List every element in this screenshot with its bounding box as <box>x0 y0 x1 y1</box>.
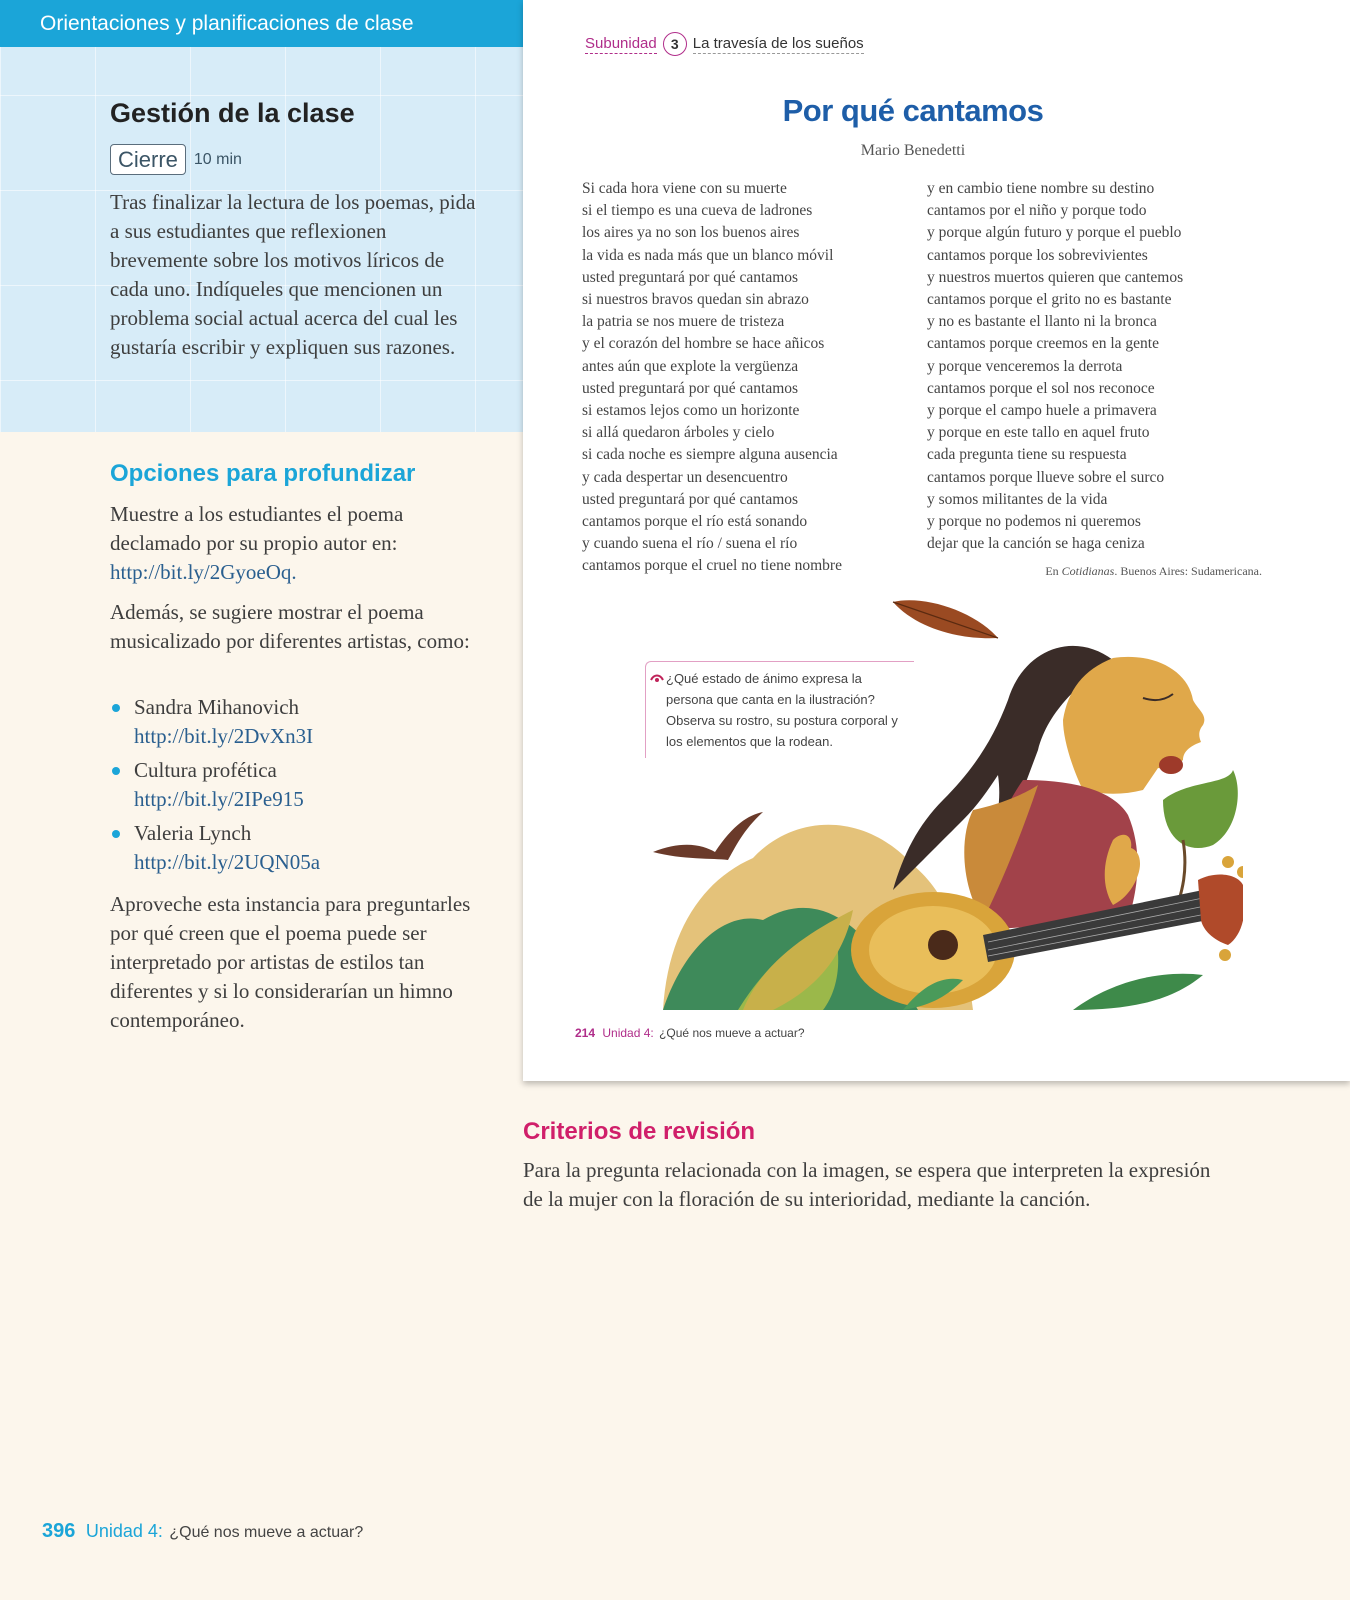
book-page <box>523 0 1350 1081</box>
artist-name: Valeria Lynch <box>134 821 252 845</box>
eye-icon <box>650 673 664 683</box>
source-rest: . Buenos Aires: Sudamericana. <box>1114 564 1262 578</box>
poem-line: y porque no podemos ni queremos <box>927 513 1141 531</box>
opciones-paragraph-1 <box>110 500 480 587</box>
artist-list <box>110 693 480 882</box>
poem-line: y porque el campo huele a primavera <box>927 402 1157 420</box>
cierre-badge: Cierre <box>110 144 186 175</box>
poem-line: y nuestros muertos quieren que cantemos <box>927 268 1184 286</box>
author-poem-link[interactable]: http://bit.ly/2GyoeOq. <box>110 560 297 584</box>
poem-line: y porque venceremos la derrota <box>927 357 1123 375</box>
bush-shape <box>1163 770 1238 848</box>
poem-column-right <box>927 178 1183 555</box>
poem-title: Por qué cantamos <box>782 93 1044 128</box>
singer-illustration <box>643 590 1243 1020</box>
gestion-panel <box>0 0 523 432</box>
opciones-title: Opciones para profundizar <box>110 460 416 487</box>
opciones-p1-text: Muestre a los estudiantes el poema declamado por su propio autor en: <box>110 502 404 555</box>
poem-line: cantamos porque los sobrevivientes <box>927 246 1148 264</box>
list-item <box>110 756 480 814</box>
bird-shape <box>653 812 763 860</box>
artist-link[interactable]: http://bit.ly/2UQN05a <box>134 850 321 874</box>
list-item <box>110 693 480 751</box>
book-page-number: 214 <box>575 1026 596 1040</box>
criterios-text: Para la pregunta relacionada con la imagen, se espera que interpreten la expresión de la mujer con la floración de su interioridad, mediante la canción. <box>523 1158 1211 1211</box>
criterios-title: Criterios de revisión <box>523 1118 756 1145</box>
footer-unit: Unidad 4: <box>85 1521 163 1541</box>
poem-line: usted preguntará por qué cantamos <box>582 490 799 508</box>
question-text: ¿Qué estado de ánimo expresa la persona que canta en la ilustración? Observa su rostro, su postura corporal y los elementos que la rodean. <box>666 671 898 749</box>
poem-line: cantamos porque el cruel no tiene nombre <box>582 557 842 575</box>
poem-column-left <box>582 178 842 578</box>
poem-line: usted preguntará por qué cantamos <box>582 379 799 397</box>
artist-link[interactable]: http://bit.ly/2IPe915 <box>134 787 304 811</box>
poem-line: y el corazón del hombre se hace añicos <box>582 335 825 353</box>
poem-line: la vida es nada más que un blanco móvil <box>582 246 834 264</box>
opciones-paragraph-2: Además, se sugiere mostrar el poema musicalizado por diferentes artistas, como: <box>110 600 470 653</box>
poem-line: y cuando suena el río / suena el río <box>582 535 798 553</box>
poem-line: si estamos lejos como un horizonte <box>582 402 800 420</box>
poem-line: usted preguntará por qué cantamos <box>582 268 799 286</box>
poem-line: y en cambio tiene nombre su destino <box>927 180 1155 197</box>
book-page-footer <box>575 1026 805 1040</box>
poem-line: cantamos porque el grito no es bastante <box>927 291 1172 309</box>
source-book: Cotidianas <box>1061 564 1115 578</box>
guitar-headstock <box>1198 875 1243 945</box>
footer-question: ¿Qué nos mueve a actuar? <box>169 1524 364 1541</box>
poem-line: la patria se nos muere de tristeza <box>582 313 785 331</box>
book-page-question: ¿Qué nos mueve a actuar? <box>659 1026 805 1040</box>
subunidad-breadcrumb <box>585 32 864 56</box>
artist-name: Sandra Mihanovich <box>134 695 300 719</box>
poem-line: y porque en este tallo en aquel fruto <box>927 424 1150 442</box>
subunidad-title: La travesía de los sueños <box>692 34 864 52</box>
poem-line: antes aún que explote la vergüenza <box>582 357 799 375</box>
bullet-icon <box>112 767 120 775</box>
poem-line: y no es bastante el llanto ni la bronca <box>927 313 1157 331</box>
subunidad-number: 3 <box>663 32 687 56</box>
cierre-row <box>110 144 242 175</box>
page-number: 396 <box>42 1520 76 1542</box>
image-question <box>645 661 914 758</box>
list-item <box>110 819 480 877</box>
poem-line: si allá quedaron árboles y cielo <box>582 424 775 442</box>
poem-line: cantamos porque creemos en la gente <box>927 335 1159 353</box>
opciones-paragraph-3: Aproveche esta instancia para preguntarles por qué creen que el poema puede ser interpretado por artistas de estilos tan diferentes y si lo considerarían un himno contemporáneo. <box>110 892 471 1032</box>
book-page-unit: Unidad 4: <box>602 1026 654 1040</box>
poem-source <box>1045 564 1262 579</box>
poem-line: cantamos porque el río está sonando <box>582 513 808 531</box>
poem-line: cantamos por el niño y porque todo <box>927 202 1147 220</box>
page-footer <box>42 1520 363 1543</box>
cierre-time: 10 min <box>193 150 242 168</box>
poem-line: cada pregunta tiene su respuesta <box>927 446 1127 464</box>
artist-link[interactable]: http://bit.ly/2DvXn3I <box>134 724 314 748</box>
poem-line: dejar que la canción se haga ceniza <box>927 535 1145 553</box>
face-shape <box>1063 657 1204 794</box>
poem-line: cantamos porque el sol nos reconoce <box>927 379 1155 397</box>
poem-line: y somos militantes de la vida <box>927 490 1108 508</box>
poem-line: y porque algún futuro y porque el pueblo <box>927 224 1182 242</box>
poem-line: si el tiempo es una cueva de ladrones <box>582 202 813 220</box>
bullet-icon <box>112 704 120 712</box>
subunidad-label: Subunidad <box>585 34 657 52</box>
poem-author: Mario Benedetti <box>860 142 966 159</box>
source-prefix: En <box>1045 564 1062 578</box>
gestion-text: Tras finalizar la lectura de los poemas, pida a sus estudiantes que reflexionen brevemente sobre los motivos líricos de cada uno. Indíqueles que mencionen un problema social actual acerca del cual les gustaría escribir y expliquen sus razones. <box>110 190 476 359</box>
poem-line: los aires ya no son los buenos aires <box>582 224 800 242</box>
section-header: Orientaciones y planificaciones de clase <box>0 0 523 47</box>
poem-line: si nuestros bravos quedan sin abrazo <box>582 291 809 309</box>
poem-line: Si cada hora viene con su muerte <box>582 180 787 197</box>
poem-line: cantamos porque llueve sobre el surco <box>927 468 1165 486</box>
artist-name: Cultura profética <box>134 758 277 782</box>
gestion-title: Gestión de la clase <box>110 98 355 128</box>
bullet-icon <box>112 830 120 838</box>
poem-line: y cada despertar un desencuentro <box>582 468 788 486</box>
poem-line: si cada noche es siempre alguna ausencia <box>582 446 838 464</box>
